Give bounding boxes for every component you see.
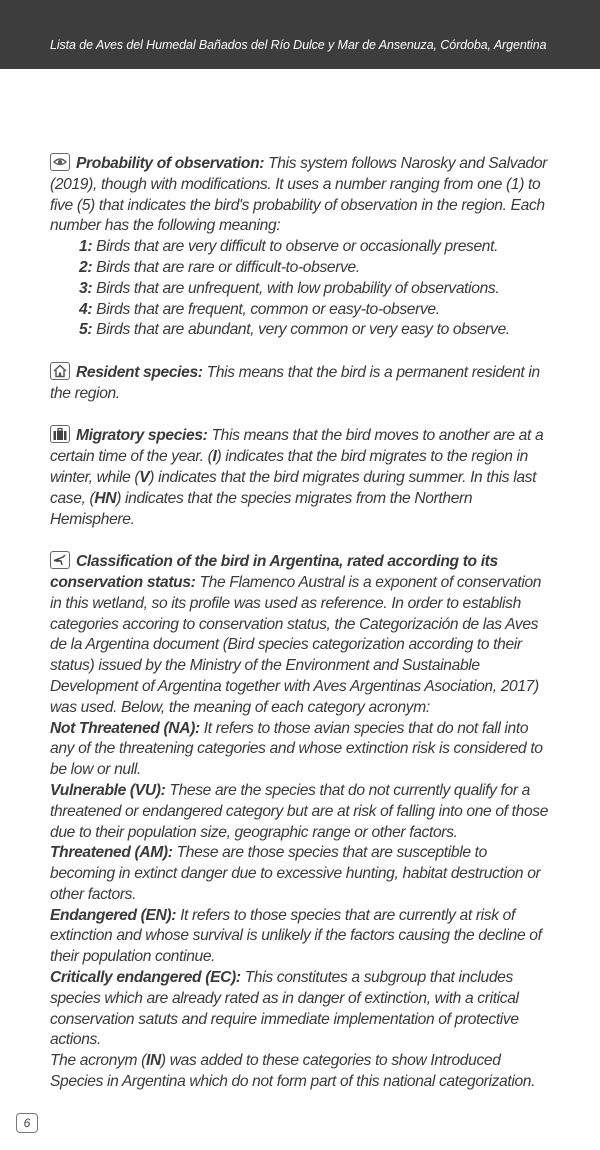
category-item xyxy=(50,781,555,843)
probability-list xyxy=(50,237,555,341)
winter-key: I xyxy=(212,448,217,466)
category-text: These are those species that are susceptible to becoming in extinct danger due to excessive hunting, habitat destruction or other factors. xyxy=(50,844,541,903)
classification-section xyxy=(50,551,555,1093)
category-text: This constitutes a subgroup that includes species which are already rated as in danger of extinction, with a critical conservation satuts and require immediate implementation of protective actions. xyxy=(50,969,519,1049)
classification-heading: Classification of the bird in Argentina, rated according to its conservation status: xyxy=(50,553,498,591)
suitcase-icon xyxy=(50,425,70,443)
migratory-text: ) indicates that the species migrates from the Northern Hemisphere. xyxy=(50,489,473,528)
probability-text: This system follows Narosky and Salvador (2019), though with modifications. It uses a number ranging from one (1) to five (5) that indicates the bird's probability of observation in the region. Each number has the following meaning: xyxy=(50,155,547,235)
category-label: Vulnerable (VU): xyxy=(50,781,166,799)
list-item-number: 1: xyxy=(79,238,93,256)
eye-icon xyxy=(50,153,70,171)
list-item xyxy=(79,237,555,258)
category-label: Critically endangered (EC): xyxy=(50,969,241,987)
introduced-text: The acronym ( xyxy=(50,1052,146,1070)
page-number: 6 xyxy=(16,1113,38,1133)
classification-text: The Flamenco Austral is a exponent of conservation in this wetland, so its profile was used as reference. In order to establish categories accoring to conservation status, the Categorización de las Aves de la Argentina document (Bird species categorization according to their status) issued by the Ministry of the Environment and Sustainable Development of Argentina together with Aves Argentinas Asociation, 2017) was used. Below, the meaning of each category acronym: xyxy=(50,573,542,716)
list-item-text: Birds that are very difficult to observe or occasionally present. xyxy=(92,238,499,256)
list-item-text: Birds that are rare or difficult-to-observe. xyxy=(92,258,360,276)
list-item xyxy=(79,300,555,321)
category-text: It refers to those species that are currently at risk of extinction and whose survival is unlikely if the factors causing the decline of their population continue. xyxy=(50,906,542,966)
list-item-number: 3: xyxy=(79,279,93,297)
migratory-text: ) indicates that the bird migrates to the region in winter, while ( xyxy=(50,448,528,486)
migratory-section xyxy=(50,425,555,530)
list-item xyxy=(79,258,555,279)
category-item xyxy=(50,906,555,968)
category-label: Not Threatened (NA): xyxy=(50,719,200,737)
category-label: Endangered (EN): xyxy=(50,906,177,924)
probability-section xyxy=(50,153,555,341)
northern-hemisphere-key: HN xyxy=(94,489,117,507)
category-item xyxy=(50,968,555,1051)
flamingo-icon xyxy=(50,551,70,569)
migratory-heading: Migratory species: xyxy=(76,427,208,445)
page-header xyxy=(0,0,600,69)
summer-key: V xyxy=(139,468,150,486)
introduced-note xyxy=(50,1051,555,1093)
resident-section xyxy=(50,362,555,405)
category-label: Threatened (AM): xyxy=(50,844,173,862)
list-item xyxy=(79,320,555,341)
migratory-text: ) indicates that the bird migrates during summer. In this last case, ( xyxy=(50,468,537,507)
list-item-text: Birds that are abundant, very common or very easy to observe. xyxy=(92,321,510,339)
house-icon xyxy=(50,362,70,380)
list-item-number: 5: xyxy=(79,321,93,339)
category-text: It refers to those avian species that do not fall into any of the threatening categories and whose extinction risk is considered to be low or null. xyxy=(50,719,543,779)
category-item xyxy=(50,843,555,905)
migratory-text: This means that the bird moves to another are at a certain time of the year. ( xyxy=(50,427,544,466)
list-item xyxy=(79,279,555,300)
header-title: Lista de Aves del Humedal Bañados del Río Dulce y Mar de Ansenuza, Córdoba, Argentina xyxy=(50,38,547,52)
page-content xyxy=(50,153,555,1093)
list-item-text: Birds that are frequent, common or easy-to-observe. xyxy=(92,300,440,318)
resident-heading: Resident species: xyxy=(76,363,203,381)
list-item-number: 4: xyxy=(79,300,93,318)
list-item-number: 2: xyxy=(79,258,93,276)
introduced-text: ) was added to these categories to show Introduced Species in Argentina which do not form part of this national categorization. xyxy=(50,1052,536,1091)
category-text: These are the species that do not currently qualify for a threatened or endangered category but are at risk of falling into one of those due to their population size, geographic range or other factors. xyxy=(50,781,549,841)
probability-heading: Probability of observation: xyxy=(76,155,265,172)
category-item xyxy=(50,719,555,781)
resident-text: This means that the bird is a permanent resident in the region. xyxy=(50,363,540,402)
introduced-key: IN xyxy=(145,1052,161,1070)
list-item-text: Birds that are unfrequent, with low probability of observations. xyxy=(92,279,500,297)
